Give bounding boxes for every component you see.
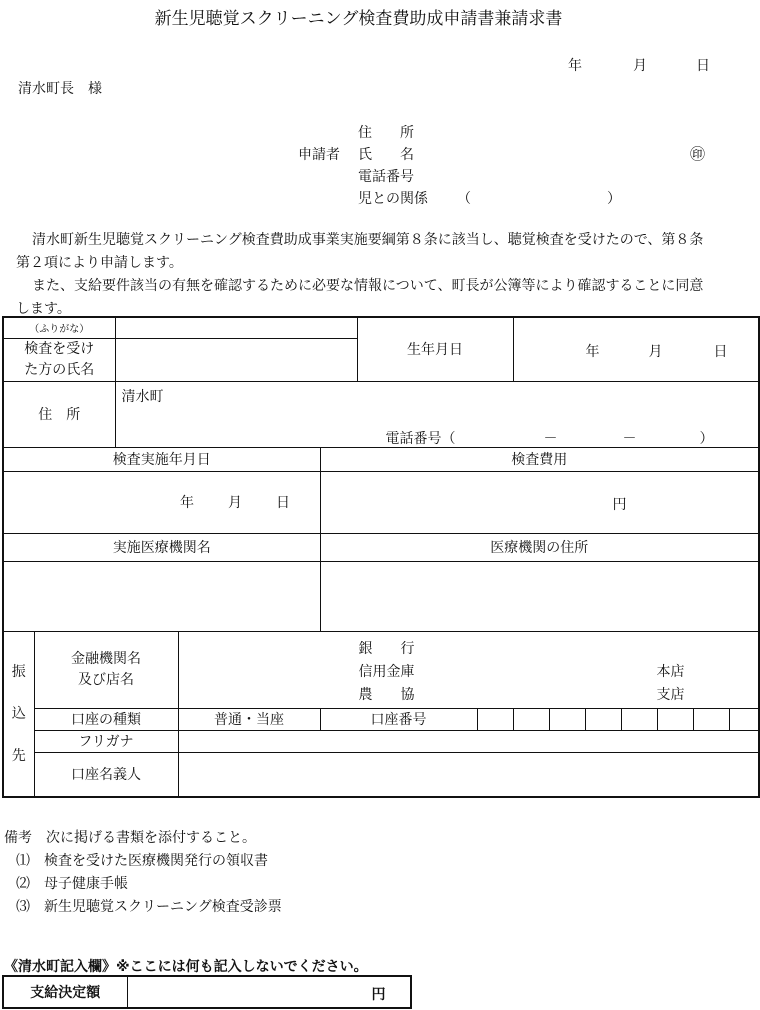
transfer-char-1: 振: [11, 663, 26, 680]
applicant-address-label: 住 所: [358, 125, 414, 141]
institution-name-label: 実施医療機関名: [3, 533, 320, 561]
account-holder-label: 口座名義人: [34, 752, 178, 797]
transfer-char-3: 先: [11, 747, 26, 764]
branch-type-branch: 支店: [656, 687, 685, 703]
account-number-label: 口座番号: [320, 708, 477, 730]
date-year-label: 年: [568, 58, 582, 74]
institution-name-input[interactable]: [3, 561, 320, 631]
birth-month-label: 月: [648, 344, 663, 361]
application-table: [2, 316, 760, 798]
birth-date-input[interactable]: [513, 317, 759, 381]
furigana-label-cell: [3, 317, 115, 338]
exam-fee-yen: 円: [612, 497, 627, 513]
payment-amount-yen: 円: [371, 987, 386, 1003]
payment-amount-label: 支給決定額: [3, 976, 127, 1008]
exam-fee-label: 検査費用: [320, 447, 759, 471]
account-digit-box[interactable]: [693, 708, 729, 730]
bank-type-agri-coop: 農 協: [358, 687, 415, 703]
phone-label: 電話番号（: [385, 431, 456, 447]
account-type-label: 口座の種類: [34, 708, 178, 730]
relation-open-paren: （: [457, 191, 471, 207]
phone-dash-1: －: [543, 431, 558, 447]
body-paragraph-2: また、支給要件該当の有無を確認するために必要な情報について、町長が公簿等により確認することに同意します。: [16, 278, 704, 317]
account-digit-box[interactable]: [621, 708, 657, 730]
account-type-value[interactable]: 普通・当座: [178, 708, 320, 730]
furigana-input[interactable]: [115, 317, 357, 338]
transfer-char-2: 込: [11, 705, 26, 722]
payment-amount-table: [2, 975, 412, 1009]
address-label: 住 所: [3, 381, 115, 447]
phone-close-paren: ）: [699, 431, 714, 447]
examinee-name-label: [3, 338, 115, 381]
seal-mark: ㊞: [690, 145, 706, 163]
bank-name-label: [34, 631, 178, 708]
birth-year-label: 年: [585, 344, 600, 361]
date-day-label: 日: [696, 58, 710, 74]
branch-type-main: 本店: [656, 664, 685, 680]
account-holder-input[interactable]: [178, 752, 759, 797]
kana-label: フリガナ: [34, 730, 178, 752]
relation-close-paren: ）: [607, 191, 621, 207]
applicant-relation-label: 児との関係: [358, 191, 428, 207]
institution-address-input[interactable]: [320, 561, 759, 631]
examinee-name-label-line1: 検査を受け: [24, 340, 95, 357]
exam-day-label: 日: [276, 495, 290, 511]
notes-item-3: ⑶ 新生児聴覚スクリーニング検査受診票: [16, 899, 282, 915]
bank-type-bank: 銀 行: [358, 641, 415, 657]
applicant-label: 申請者: [298, 147, 340, 163]
date-month-label: 月: [633, 58, 647, 74]
examinee-name-input[interactable]: [115, 338, 357, 381]
examinee-name-label-line2: た方の氏名: [24, 361, 95, 378]
institution-address-label: 医療機関の住所: [320, 533, 759, 561]
bank-name-label-line2: 及び店名: [78, 671, 134, 688]
exam-year-label: 年: [180, 495, 194, 511]
notes-item-2: ⑵ 母子健康手帳: [16, 876, 128, 892]
phone-dash-2: －: [622, 431, 637, 447]
page-title: 新生児聴覚スクリーニング検査費助成申請書兼請求書: [154, 9, 563, 29]
account-digit-box[interactable]: [513, 708, 549, 730]
account-digit-box[interactable]: [657, 708, 693, 730]
transfer-destination-label: [3, 631, 34, 797]
notes-item-1: ⑴ 検査を受けた医療機関発行の領収書: [16, 853, 268, 869]
kana-input[interactable]: [178, 730, 759, 752]
applicant-phone-label: 電話番号: [358, 169, 414, 185]
town-name: 清水町: [121, 389, 164, 405]
account-digit-box[interactable]: [477, 708, 513, 730]
bank-type-credit-union: 信用金庫: [358, 664, 415, 680]
account-digit-box[interactable]: [549, 708, 585, 730]
account-digit-box[interactable]: [585, 708, 621, 730]
applicant-name-label: 氏 名: [358, 147, 414, 163]
exam-fee-input[interactable]: [320, 471, 759, 533]
payment-amount-input[interactable]: [127, 976, 411, 1008]
furigana-label: （ふりがな）: [29, 323, 90, 335]
office-use-header: 《清水町記入欄》※ここには何も記入しないでください。: [4, 959, 368, 975]
exam-date-input[interactable]: [3, 471, 320, 533]
account-digit-box[interactable]: [729, 708, 759, 730]
bank-name-input[interactable]: [178, 631, 759, 708]
birth-date-label: 生年月日: [357, 317, 513, 381]
notes-header: 備考 次に掲げる書類を添付すること。: [4, 830, 256, 846]
bank-name-label-line1: 金融機関名: [71, 650, 141, 667]
exam-month-label: 月: [228, 495, 242, 511]
exam-date-label: 検査実施年月日: [3, 447, 320, 471]
addressee: 清水町長 様: [18, 81, 102, 97]
birth-day-label: 日: [713, 344, 728, 361]
body-paragraph-1: 清水町新生児聴覚スクリーニング検査費助成事業実施要綱第８条に該当し、聴覚検査を受けたので、第８条第２項により申請します。: [16, 232, 704, 271]
address-input[interactable]: [115, 381, 759, 447]
